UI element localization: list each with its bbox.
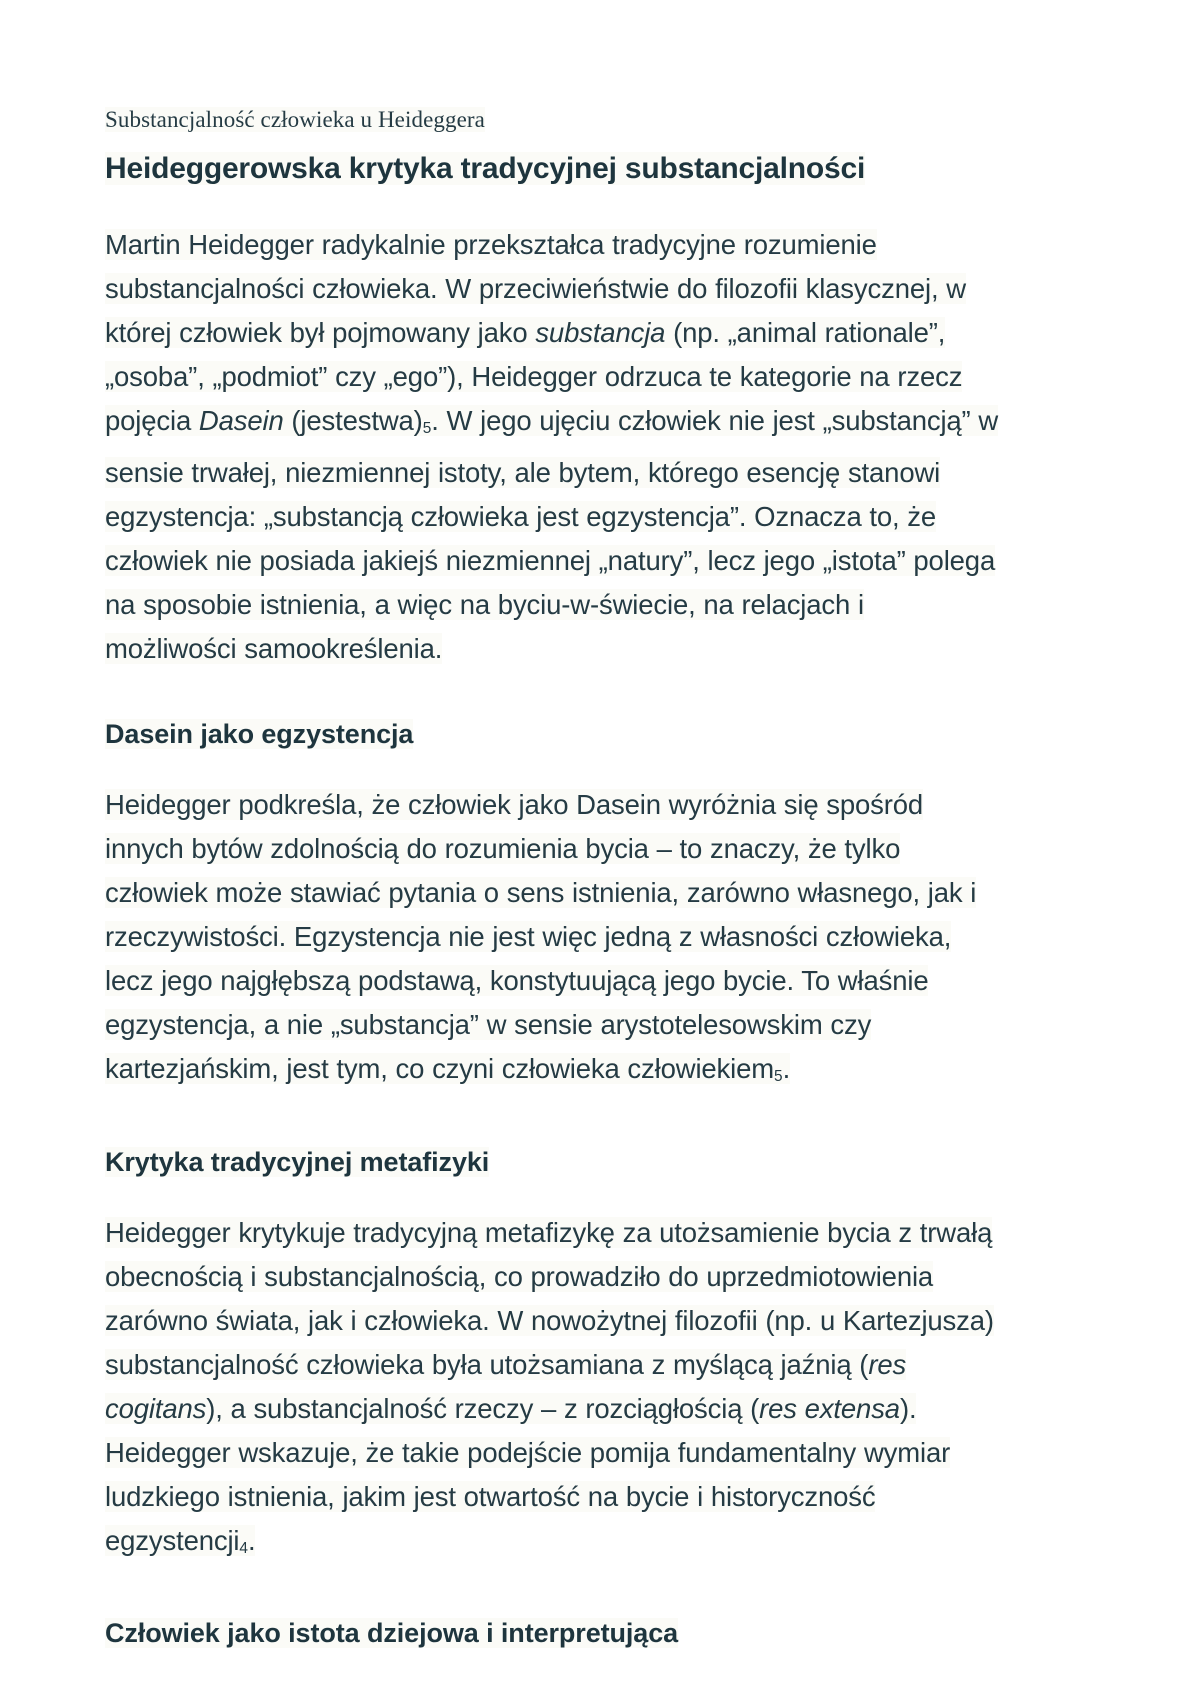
text-run: . [247, 1524, 256, 1556]
text-run: Heidegger krytykuje tradycyjną metafizykę za utożsamienie bycia z trwałą obecnością i substancjalnością, co prowadziło do uprzedmiotowienia zarówno świata, jak i człowieka. W nowożytnej filozofii (np. u Kartezjusza) substancjalność człowieka była utożsamiana z myślącą jaźnią ( [105, 1216, 994, 1380]
running-header-text: Substancjalność człowieka u Heideggera [105, 107, 485, 132]
page-title-text: Heideggerowska krytyka tradycyjnej substancjalności [105, 152, 866, 185]
section [105, 1614, 1000, 1652]
section-heading-2 [105, 1143, 1000, 1181]
running-header [105, 105, 1000, 135]
paragraph-text [105, 229, 998, 664]
section [105, 715, 1000, 1099]
emphasis-term: res cogitans [105, 1348, 907, 1424]
paragraph-text [105, 1217, 994, 1556]
text-run: (np. „animal rationale”, „osoba”, „podmiot” czy „ego”), Heidegger odrzuca te kategorie na rzecz pojęcia [105, 317, 963, 436]
footnote-marker: 5 [422, 419, 432, 437]
section [105, 223, 1000, 671]
text-run: Martin Heidegger radykalnie przekształca tradycyjne rozumienie substancjalności człowieka. W przeciwieństwie do filozofii klasycznej, w której człowiek był pojmowany jako [105, 229, 966, 348]
section-heading-3 [105, 1614, 1000, 1652]
text-run: ). Heidegger wskazuje, że takie podejście pomija fundamentalny wymiar ludzkiego istnienia, jakim jest otwartość na bycie i historyczność egzystencji [105, 1392, 951, 1556]
text-run: ), a substancjalność rzeczy – z rozciągłością ( [206, 1392, 760, 1424]
section-list [105, 223, 1000, 1652]
text-run: (jestestwa) [283, 405, 423, 436]
paragraph-text [105, 789, 976, 1084]
emphasis-term: res extensa [759, 1392, 900, 1424]
footnote-marker: 5 [774, 1067, 783, 1085]
text-run: . [782, 1052, 791, 1084]
section-paragraph-1 [105, 783, 1000, 1099]
section-paragraph-0 [105, 223, 1000, 671]
section-heading-3-text: Człowiek jako istota dziejowa i interpretująca [105, 1618, 679, 1649]
section-paragraph-2 [105, 1211, 1000, 1571]
text-run: Heidegger podkreśla, że człowiek jako Dasein wyróżnia się spośród innych bytów zdolnością do rozumienia bycia – to znaczy, że tylko człowiek może stawiać pytania o sens istnienia, zarówno własnego, jak i rzeczywistości. Egzystencja nie jest więc jedną z własności człowieka, lecz jego najgłębszą podstawą, konstytuującą jego bycie. To właśnie egzystencja, a nie „substancja” w sensie arystotelesowskim czy kartezjańskim, jest tym, co czyni człowieka człowiekiem [105, 788, 977, 1084]
footnote-marker: 4 [239, 1539, 248, 1557]
text-run: . W jego ujęciu człowiek nie jest „substancją” w sensie trwałej, niezmiennej istoty, ale bytem, którego esencję stanowi egzystencja: „substancją człowieka jest egzystencja”. Oznacza to, że człowiek nie posiada jakiejś niezmiennej „natury”, lecz jego „istota” polega na sposobie istnienia, a więc na byciu-w-świecie, na relacjach i możliwości samookreślenia. [105, 405, 999, 664]
section-heading-1-text: Dasein jako egzystencja [105, 718, 414, 749]
page-title [105, 149, 1000, 189]
section-heading-1 [105, 715, 1000, 753]
section [105, 1143, 1000, 1571]
section-heading-2-text: Krytyka tradycyjnej metafizyki [105, 1146, 490, 1177]
emphasis-term: substancja [535, 317, 666, 348]
emphasis-term: Dasein [198, 405, 284, 436]
